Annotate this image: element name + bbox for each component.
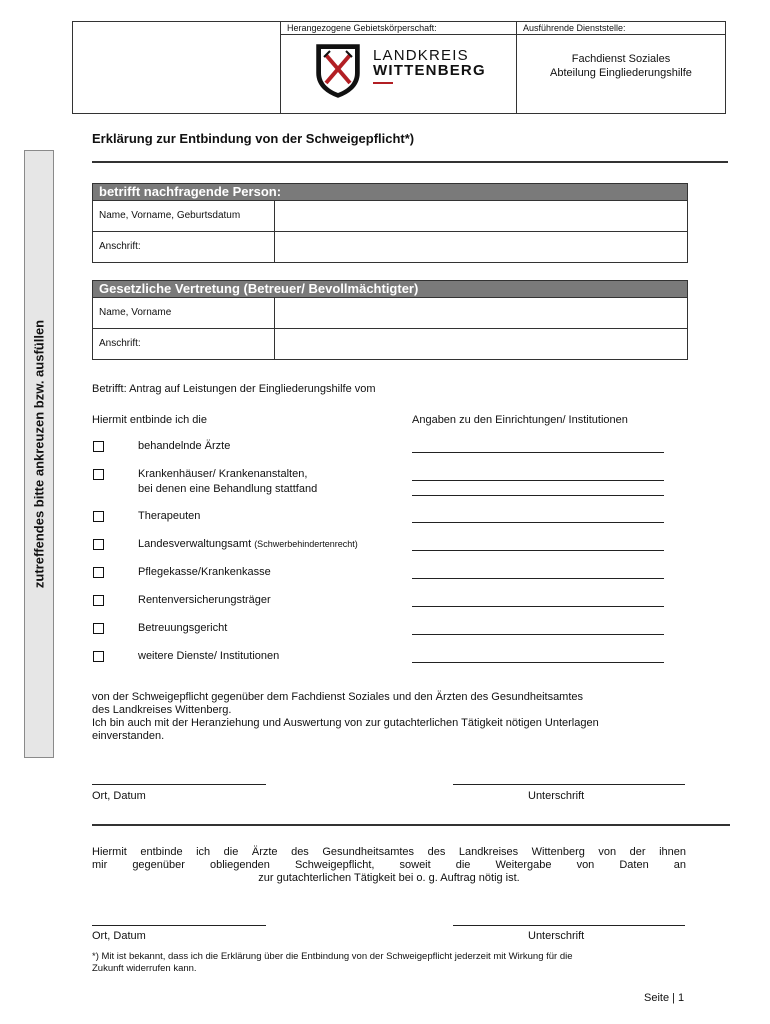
place-date-line-2[interactable] — [92, 925, 266, 926]
side-instruction-panel — [24, 150, 54, 758]
signature-label-2: Unterschrift — [528, 930, 585, 942]
consent-line-3: Ich bin auch mit der Heranziehung und Auswertung von zur gutachterlichen Tätigkeit nötigen Unterlagen — [92, 717, 599, 729]
header-office-cell — [517, 22, 725, 113]
office-line-1: Fachdienst Soziales — [571, 53, 671, 65]
person-name-field[interactable] — [275, 201, 687, 231]
option-state-office — [138, 538, 358, 551]
checkbox-pension-insurance[interactable] — [93, 595, 104, 606]
person-address-field[interactable] — [275, 232, 687, 262]
checkbox-other-services[interactable] — [93, 651, 104, 662]
place-date-line-1[interactable] — [92, 784, 266, 785]
option-hospitals: Krankenhäuser/ Krankenanstalten, — [138, 468, 308, 480]
health-office-text — [92, 846, 686, 885]
option-care-insurance: Pflegekasse/Krankenkasse — [138, 566, 271, 578]
place-date-label-2: Ort, Datum — [92, 930, 146, 942]
institution-line-therapists[interactable] — [412, 522, 664, 523]
checkbox-state-office[interactable] — [93, 539, 104, 550]
option-doctors: behandelnde Ärzte — [138, 440, 231, 452]
person-address-label: Anschrift: — [93, 232, 275, 262]
checkbox-guardianship-court[interactable] — [93, 623, 104, 634]
header-table — [72, 21, 726, 114]
office-line-2: Abteilung Eingliederungshilfe — [550, 67, 692, 79]
person-section — [92, 183, 688, 263]
institution-line-hospitals-1[interactable] — [412, 480, 664, 481]
authority-caption: Herangezogene Gebietskörperschaft: — [281, 22, 516, 35]
footnote — [92, 951, 573, 975]
checkbox-doctors[interactable] — [93, 441, 104, 452]
representative-name-label: Name, Vorname — [93, 298, 275, 328]
page-title: Erklärung zur Entbindung von der Schweigepflicht*) — [92, 131, 415, 146]
institution-line-state-office[interactable] — [412, 550, 664, 551]
institution-line-hospitals-2[interactable] — [412, 495, 664, 496]
institution-line-other-services[interactable] — [412, 662, 664, 663]
county-logo-text — [373, 48, 486, 78]
institution-line-guardianship-court[interactable] — [412, 634, 664, 635]
coat-of-arms-icon — [315, 43, 361, 99]
signature-label-1: Unterschrift — [528, 790, 585, 802]
person-name-label: Name, Vorname, Geburtsdatum — [93, 201, 275, 231]
footnote-line-2: Zukunft widerrufen kann. — [92, 963, 197, 974]
logo-line-1: LANDKREIS — [373, 47, 469, 64]
title-rule — [92, 161, 728, 163]
representative-section — [92, 280, 688, 360]
institution-line-doctors[interactable] — [412, 452, 664, 453]
representative-name-field[interactable] — [275, 298, 687, 328]
office-caption: Ausführende Dienststelle: — [517, 22, 725, 35]
institutions-header: Angaben zu den Einrichtungen/ Institutionen — [412, 414, 628, 426]
option-pension-insurance: Rentenversicherungsträger — [138, 594, 271, 606]
option-guardianship-court: Betreuungsgericht — [138, 622, 228, 634]
release-intro: Hiermit entbinde ich die — [92, 414, 207, 426]
institution-line-care-insurance[interactable] — [412, 578, 664, 579]
representative-name-row — [93, 298, 687, 329]
place-date-label-1: Ort, Datum — [92, 790, 146, 802]
representative-address-field[interactable] — [275, 329, 687, 359]
footnote-line-1: *) Mit ist bekannt, dass ich die Erklärung über die Entbindung von der Schweigepflicht jederzeit mit Wirkung für die — [92, 951, 573, 962]
person-heading: betrifft nachfragende Person: — [93, 184, 687, 201]
health-office-line-2: mir gegenüber obliegenden Schweigepflicht, soweit die Weitergabe von Daten an — [92, 859, 686, 871]
consent-line-1: von der Schweigepflicht gegenüber dem Fachdienst Soziales und den Ärzten des Gesundheitsamtes — [92, 691, 584, 703]
consent-line-2: des Landkreises Wittenberg. — [92, 704, 232, 716]
logo-line-2: WITTENBERG — [373, 62, 486, 79]
consent-text — [92, 691, 702, 743]
health-office-line-1: Hiermit entbinde ich die Ärzte des Gesundheitsamtes des Landkreises Wittenberg von der ihnen — [92, 846, 686, 858]
representative-heading: Gesetzliche Vertretung (Betreuer/ Bevollmächtigter) — [93, 281, 687, 298]
signature-line-2[interactable] — [453, 925, 685, 926]
option-hospitals-line2: bei denen eine Behandlung stattfand — [138, 483, 318, 495]
office-name — [517, 52, 725, 80]
page-number: Seite | 1 — [644, 992, 685, 1004]
checkbox-hospitals[interactable] — [93, 469, 104, 480]
institution-line-pension-insurance[interactable] — [412, 606, 664, 607]
section-rule — [92, 824, 730, 826]
option-other-services: weitere Dienste/ Institutionen — [138, 650, 280, 662]
person-name-row — [93, 201, 687, 232]
checkbox-care-insurance[interactable] — [93, 567, 104, 578]
subject-line: Betrifft: Antrag auf Leistungen der Eingliederungshilfe vom — [92, 383, 376, 395]
representative-address-row — [93, 329, 687, 359]
signature-line-1[interactable] — [453, 784, 685, 785]
header-authority-cell — [281, 22, 517, 113]
option-state-office-note: (Schwerbehindertenrecht) — [254, 539, 358, 549]
representative-address-label: Anschrift: — [93, 329, 275, 359]
person-address-row — [93, 232, 687, 262]
header-empty-cell — [73, 22, 281, 113]
side-instruction-text: zutreffendes bitte ankreuzen bzw. ausfüllen — [31, 319, 47, 589]
checkbox-therapists[interactable] — [93, 511, 104, 522]
option-state-office-label: Landesverwaltungsamt — [138, 538, 252, 550]
option-therapists: Therapeuten — [138, 510, 201, 522]
consent-line-4: einverstanden. — [92, 730, 165, 742]
logo-accent-bar — [373, 82, 393, 84]
health-office-line-3: zur gutachterlichen Tätigkeit bei o. g. Auftrag nötig ist. — [258, 872, 520, 884]
